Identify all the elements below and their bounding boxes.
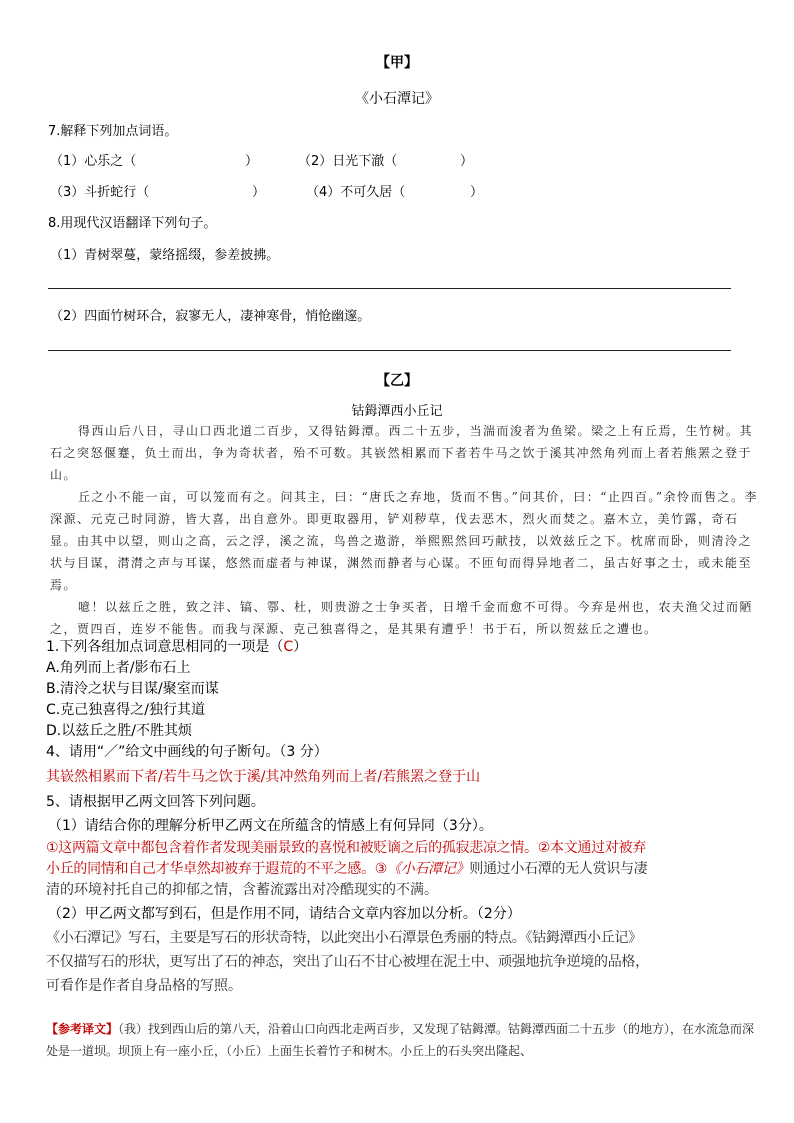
q7-item-3: （3）斗折蛇行（ bbox=[50, 185, 150, 200]
q1-option-b: B.清泠之状与目谋/聚室而谋 bbox=[46, 681, 219, 697]
answer-line-2 bbox=[48, 350, 731, 351]
q4-answer: 其嵚然相累而下者/若牛马之饮于溪/其冲然角列而上者/若熊罴之登于山 bbox=[46, 769, 481, 785]
q5-2-answer-line-2: 不仅描写石的形状，更写出了石的神态，突出了山石不甘心被埋在泥土中、顽强地抗争逆境的品格， bbox=[46, 954, 649, 970]
q7-item-3-close: ） bbox=[252, 185, 266, 200]
q7-item-4-close: ） bbox=[470, 185, 484, 200]
xiaoshitan-title: 《小石潭记》 bbox=[355, 91, 439, 107]
passage-paragraph-2: 丘之小不能一亩，可以笼而有之。问其主，曰：“唐氏之弃地，货而不售。”问其价，曰：“止四百。”余怜而售之。李深源、元克己时同游，皆大喜，出自意外。即更取器用，铲刈秽草，伐去恶木，烈火而焚之。嘉木立，美竹露，奇石显。由其中以望，则山之高，云之浮，溪之流，鸟兽之遨游，举熙熙然回巧献技，以效兹丘之下。枕席而卧，则清泠之状与目谋，潸潸之声与耳谋，悠然而虚者与神谋，渊然而静者与心谋。不匝旬而得异地者二，虽古好事之士，或未能至焉。 bbox=[50, 490, 759, 592]
q8-sentence-1: （1）青树翠蔓，蒙络摇缀，参差披拂。 bbox=[50, 248, 280, 263]
q5-stem: 5、请根据甲乙两文回答下列问题。 bbox=[46, 794, 265, 810]
q8-sentence-2: （2）四面竹树环合，寂寥无人，凄神寒骨，悄怆幽邃。 bbox=[50, 309, 371, 324]
q5-2-answer-line-1: 《小石潭记》写石，主要是写石的形状奇特，以此突出小石潭景色秀丽的特点。《钴鉧潭西小丘记》 bbox=[46, 930, 642, 946]
q1-stem-close: ） bbox=[293, 639, 308, 655]
passage-paragraph-1: 得西山后八日，寻山口西北道二百步，又得钴鉧潭。西二十五步，当湍而浚者为鱼梁。梁之上有丘焉，生竹树。其石之突怒偃蹇，负土而出，争为奇状者，殆不可数。其嵚然相累而下者若牛马之饮于溪其冲然角列而上者若熊罴之登于山。 bbox=[50, 424, 754, 482]
q5-1-answer-line-1: ①这两篇文章中都包含着作者发现美丽景致的喜悦和被贬谪之后的孤寂悲凉之情。②本文通过对被弃 bbox=[46, 840, 646, 856]
translation-text: （我）找到西山后的第八天，沿着山口向西北走两百步，又发现了钴鉧潭。钴鉧潭西面二十五步（的地方），在水流急而深处是一道坝。坝顶上有一座小丘，（小丘）上面生长着竹子和树木。小丘上的石头突出隆起、 bbox=[46, 1022, 755, 1058]
q1-stem bbox=[46, 636, 307, 656]
answer-line-1 bbox=[48, 288, 731, 289]
jia-heading: 【甲】 bbox=[376, 55, 418, 71]
gumutan-title: 钴鉧潭西小丘记 bbox=[351, 404, 443, 419]
q5-1-answer-line-3: 清的环境衬托自己的抑郁之情，含蓄流露出对冷酷现实的不满。 bbox=[46, 882, 438, 898]
q1-option-d: D.以兹丘之胜/不胜其烦 bbox=[46, 723, 192, 739]
q5-1-answer-line-2 bbox=[46, 858, 647, 878]
q1-option-c: C.克己独喜得之/独行其道 bbox=[46, 702, 205, 718]
yi-heading: 【乙】 bbox=[376, 373, 418, 389]
q5-2-stem: （2）甲乙两文都写到石，但是作用不同，请结合文章内容加以分析。（2分） bbox=[48, 906, 521, 922]
q1-option-a: A.角列而上者/影布石上 bbox=[46, 660, 191, 676]
translation-label: 【参考译文】 bbox=[46, 1022, 119, 1036]
q7-item-2-close: ） bbox=[460, 154, 474, 169]
q7-item-4: （4）不可久居（ bbox=[306, 185, 406, 200]
q4-stem: 4、请用“／”给文中画线的句子断句。（3 分） bbox=[46, 744, 328, 760]
passage-paragraph-3: 噫！以兹丘之胜，致之沣、镐、鄠、杜，则贵游之士争买者，日增千金而愈不可得。今弃是州也，农夫渔父过而陋之，贾四百，连岁不能售。而我与深源、克己独喜得之，是其果有遭乎！书于石，所以贺兹丘之遭也。 bbox=[50, 600, 754, 636]
q8-prompt: 8.用现代汉语翻译下列句子。 bbox=[48, 216, 217, 231]
q1-stem-text: 1.下列各组加点词意思相同的一项是（ bbox=[46, 639, 284, 655]
q5-1-answer-line-2b: 《小石潭记》 bbox=[387, 861, 470, 877]
reference-translation bbox=[46, 1018, 756, 1062]
q7-item-1: （1）心乐之（ bbox=[50, 154, 137, 169]
q5-2-answer-line-3: 可看作是作者自身品格的写照。 bbox=[46, 978, 242, 994]
q7-item-1-close: ） bbox=[245, 154, 259, 169]
q5-1-answer-line-2a: 小丘的同情和自己才华卓然却被弃于遐荒的不平之感。③ bbox=[46, 861, 388, 877]
q7-item-2: （2）日光下澈（ bbox=[298, 154, 398, 169]
q7-prompt: 7.解释下列加点词语。 bbox=[48, 124, 178, 139]
q5-1-stem: （1）请结合你的理解分析甲乙两文在所蕴含的情感上有何异同（3分）。 bbox=[48, 818, 493, 834]
q1-answer: C bbox=[283, 639, 294, 655]
q5-1-answer-line-2c: 则通过小石潭的无人赏识与凄 bbox=[469, 861, 648, 877]
